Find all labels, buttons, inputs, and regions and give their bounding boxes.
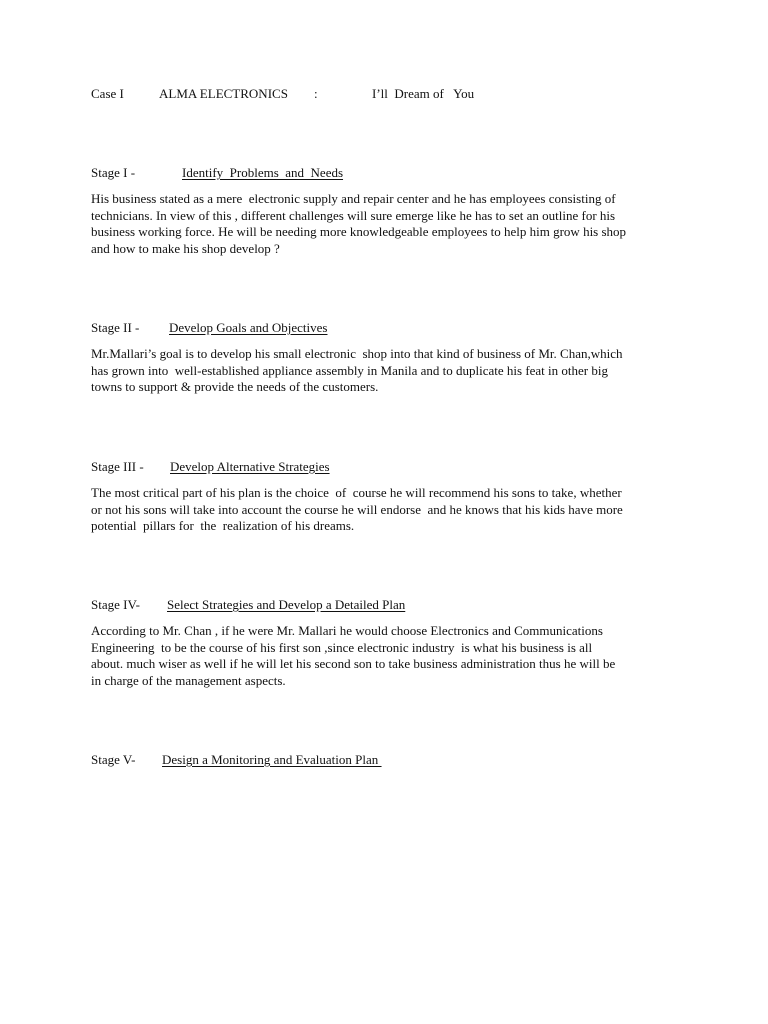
- stage-3-line: potential pillars for the realization of his dreams.: [91, 518, 355, 534]
- stage-4-paragraph: [91, 623, 691, 690]
- stage-3-paragraph: [91, 485, 691, 535]
- stage-5-heading: Design a Monitoring and Evaluation Plan: [162, 752, 382, 767]
- stage-1-heading: Identify Problems and Needs: [182, 165, 344, 180]
- stage-3-heading: Develop Alternative Strategies: [170, 459, 330, 474]
- stage-4-label: Stage IV-: [91, 597, 140, 612]
- stage-1-paragraph: [91, 191, 691, 258]
- header-separator: :: [314, 86, 318, 101]
- case-label: Case I: [91, 86, 124, 101]
- stage-4-line: in charge of the management aspects.: [91, 673, 286, 689]
- stage-1-label: Stage I -: [91, 165, 136, 180]
- stage-1-line: business working force. He will be needing more knowledgeable employees to help him grow his shop: [91, 224, 627, 240]
- stage-2-label: Stage II -: [91, 320, 140, 335]
- stage-4-heading: Select Strategies and Develop a Detailed Plan: [167, 597, 406, 612]
- stage-2-line: has grown into well-established appliance assembly in Manila and to duplicate his feat in other big: [91, 362, 608, 378]
- stage-2-line: Mr.Mallari’s goal is to develop his small electronic shop into that kind of business of Mr. Chan,which: [91, 346, 623, 361]
- stage-4-line: about. much wiser as well if he will let his second son to take business administration thus he will be: [91, 656, 616, 672]
- stage-1-line: His business stated as a mere electronic supply and repair center and he has employees consisting of: [91, 191, 616, 206]
- stage-4-line: Engineering to be the course of his first son ,since electronic industry is what his business is all: [91, 639, 593, 655]
- stage-3-line: The most critical part of his plan is the choice of course he will recommend his sons to take, whether: [91, 485, 622, 500]
- stage-5-label: Stage V-: [91, 752, 136, 767]
- stage-1-line: and how to make his shop develop ?: [91, 241, 280, 257]
- stage-2-heading: Develop Goals and Objectives: [169, 320, 328, 335]
- stage-3-line: or not his sons will take into account the course he will endorse and he knows that his kids have more: [91, 501, 623, 517]
- case-title: I’ll Dream of You: [372, 86, 475, 101]
- stage-1-line: technicians. In view of this , different challenges will sure emerge like he has to set an outline for his: [91, 207, 616, 223]
- stage-4-line: According to Mr. Chan , if he were Mr. Mallari he would choose Electronics and Communications: [91, 623, 603, 638]
- stage-2-line: towns to support & provide the needs of the customers.: [91, 379, 379, 395]
- stage-3-label: Stage III -: [91, 459, 144, 474]
- stage-2-paragraph: [91, 346, 691, 396]
- company-name: ALMA ELECTRONICS: [159, 86, 288, 101]
